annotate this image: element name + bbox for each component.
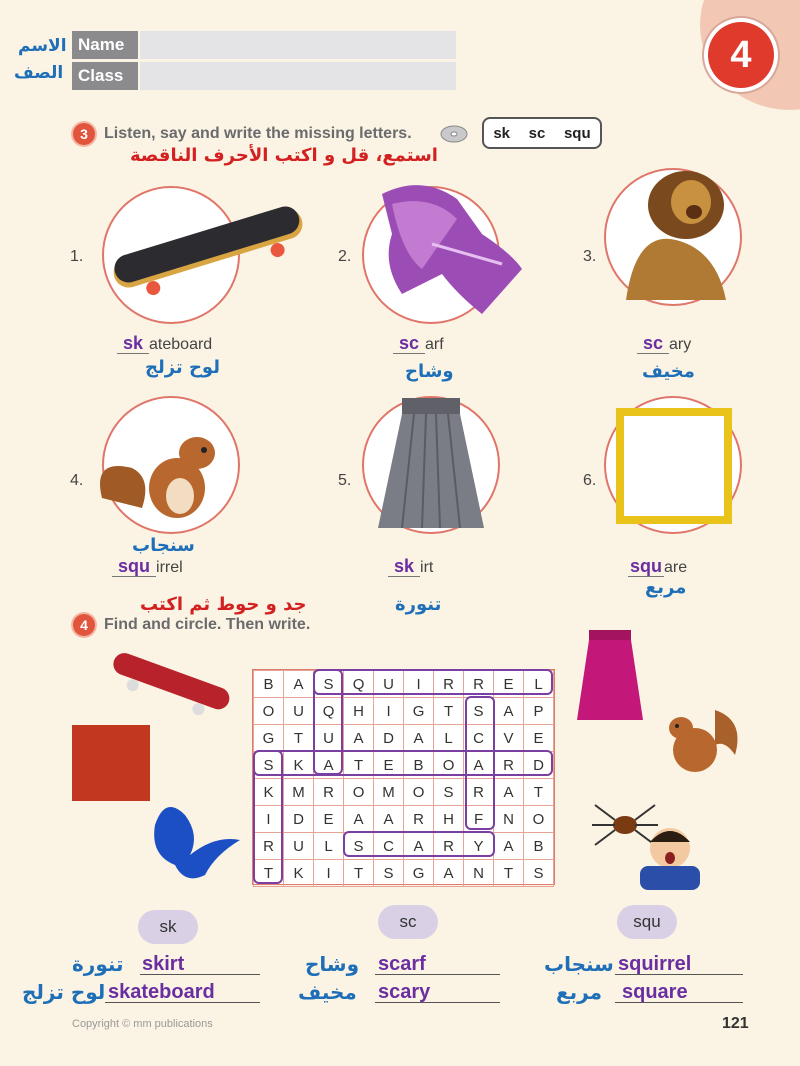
item-5-picture bbox=[362, 396, 500, 534]
item-2-ar: وشاح bbox=[405, 361, 454, 382]
skateboard-ar: لوح تزلج bbox=[22, 980, 106, 1004]
grid-cell[interactable]: E bbox=[314, 806, 344, 833]
grid-row bbox=[254, 725, 554, 752]
skateboard-icon bbox=[104, 178, 314, 318]
scary-line[interactable] bbox=[375, 1002, 500, 1003]
grid-cell[interactable]: Q bbox=[344, 671, 374, 698]
item-2-answer: sc bbox=[393, 333, 425, 354]
grid-cell[interactable]: S bbox=[464, 698, 494, 725]
item-4-rest: irrel bbox=[156, 559, 183, 576]
item-3-word bbox=[637, 333, 691, 354]
grid-cell[interactable]: V bbox=[494, 725, 524, 752]
grid-cell[interactable]: R bbox=[464, 779, 494, 806]
exercise-3-number: 3 bbox=[73, 123, 95, 145]
grid-cell[interactable]: G bbox=[404, 860, 434, 887]
group-squ-label: squ bbox=[617, 905, 677, 939]
grid-row bbox=[254, 779, 554, 806]
squirrel-line[interactable] bbox=[615, 974, 743, 975]
name-label: Name bbox=[72, 31, 138, 59]
letter-squ: squ bbox=[563, 124, 591, 142]
grid-cell[interactable]: I bbox=[254, 806, 284, 833]
cd-icon[interactable] bbox=[440, 124, 468, 144]
copyright: Copyright © mm publications bbox=[72, 1018, 213, 1030]
square-picture bbox=[72, 725, 150, 801]
grid-cell[interactable]: S bbox=[314, 671, 344, 698]
item-6-word bbox=[628, 556, 687, 577]
grid-cell[interactable]: A bbox=[494, 698, 524, 725]
grid-cell[interactable]: E bbox=[494, 671, 524, 698]
grid-cell[interactable]: I bbox=[374, 698, 404, 725]
grid-cell[interactable]: T bbox=[344, 752, 374, 779]
grid-cell[interactable]: K bbox=[284, 860, 314, 887]
skateboard-picture bbox=[105, 650, 235, 720]
grid-cell[interactable]: M bbox=[284, 779, 314, 806]
item-2-picture bbox=[362, 186, 500, 324]
grid-cell[interactable]: A bbox=[374, 806, 404, 833]
grid-cell[interactable]: A bbox=[494, 779, 524, 806]
square-answer: square bbox=[622, 981, 688, 1003]
name-field[interactable] bbox=[140, 31, 456, 59]
grid-cell[interactable]: A bbox=[464, 752, 494, 779]
grid-cell[interactable]: A bbox=[284, 671, 314, 698]
item-6-answer: squ bbox=[630, 556, 663, 576]
word-search-table bbox=[253, 670, 554, 887]
skirt-answer: skirt bbox=[142, 953, 185, 975]
square-icon bbox=[606, 398, 744, 536]
scarf-line[interactable] bbox=[375, 974, 500, 975]
item-6-number: 6. bbox=[583, 472, 597, 489]
grid-cell[interactable]: U bbox=[284, 833, 314, 860]
item-1-rest: ateboard bbox=[149, 336, 213, 353]
grid-cell[interactable]: A bbox=[494, 833, 524, 860]
grid-cell[interactable]: H bbox=[434, 806, 464, 833]
class-field[interactable] bbox=[140, 62, 456, 90]
grid-cell[interactable]: D bbox=[374, 725, 404, 752]
grid-cell[interactable]: T bbox=[523, 779, 553, 806]
skirt-picture bbox=[575, 628, 645, 723]
grid-cell[interactable]: A bbox=[434, 860, 464, 887]
grid-cell[interactable]: R bbox=[254, 833, 284, 860]
item-1-number: 1. bbox=[70, 248, 84, 265]
scary-answer: scary bbox=[378, 981, 431, 1003]
item-2-number: 2. bbox=[338, 248, 352, 265]
item-4-word bbox=[112, 556, 183, 577]
item-1-word bbox=[117, 333, 212, 354]
class-label-ar: الصف bbox=[14, 63, 64, 83]
grid-cell[interactable]: S bbox=[344, 833, 374, 860]
lion-icon bbox=[606, 160, 746, 300]
item-5-number: 5. bbox=[338, 472, 352, 489]
skateboard-line[interactable] bbox=[105, 1002, 260, 1003]
item-6-picture bbox=[604, 396, 742, 534]
grid-row bbox=[254, 698, 554, 725]
grid-cell[interactable]: L bbox=[523, 671, 553, 698]
name-label-ar: الاسم bbox=[18, 36, 67, 56]
grid-cell[interactable]: Y bbox=[464, 833, 494, 860]
item-4-picture bbox=[102, 396, 240, 534]
grid-cell[interactable]: T bbox=[434, 698, 464, 725]
grid-cell[interactable]: B bbox=[404, 752, 434, 779]
grid-cell[interactable]: T bbox=[344, 860, 374, 887]
item-3-answer: sc bbox=[637, 333, 669, 354]
grid-cell[interactable]: E bbox=[523, 725, 553, 752]
item-5-word bbox=[388, 556, 433, 577]
item-5-rest: irt bbox=[420, 559, 434, 576]
grid-cell[interactable]: L bbox=[434, 725, 464, 752]
skirt-icon bbox=[362, 396, 500, 534]
grid-cell[interactable]: C bbox=[374, 833, 404, 860]
grid-cell[interactable]: R bbox=[404, 806, 434, 833]
grid-cell[interactable]: M bbox=[374, 779, 404, 806]
grid-cell[interactable]: N bbox=[494, 806, 524, 833]
grid-cell[interactable]: F bbox=[464, 806, 494, 833]
page-number: 121 bbox=[722, 1015, 749, 1032]
item-2-word bbox=[393, 333, 444, 354]
grid-cell[interactable]: R bbox=[434, 833, 464, 860]
grid-row bbox=[254, 833, 554, 860]
scarf-ar: وشاح bbox=[305, 952, 360, 976]
squirrel-ar: سنجاب bbox=[544, 952, 614, 976]
squirrel-icon bbox=[92, 408, 242, 538]
grid-cell[interactable]: O bbox=[404, 779, 434, 806]
grid-cell[interactable]: T bbox=[494, 860, 524, 887]
item-2-rest: arf bbox=[425, 336, 444, 353]
exercise-4-instruction: Find and circle. Then write. bbox=[104, 616, 311, 633]
grid-cell[interactable]: A bbox=[404, 833, 434, 860]
squirrel-answer: squirrel bbox=[618, 953, 692, 975]
grid-cell[interactable]: B bbox=[523, 833, 553, 860]
grid-cell[interactable]: R bbox=[314, 779, 344, 806]
item-5-ar: تنورة bbox=[395, 594, 442, 615]
grid-cell[interactable]: O bbox=[344, 779, 374, 806]
letter-sk: sk bbox=[493, 124, 510, 142]
exercise-4-instruction-ar: جد و حوط ثم اكتب bbox=[140, 594, 307, 615]
square-line[interactable] bbox=[615, 1002, 743, 1003]
item-6-rest: are bbox=[664, 559, 688, 576]
word-search-grid bbox=[252, 669, 555, 885]
item-3-picture bbox=[604, 168, 742, 306]
item-3-ar: مخيف bbox=[642, 361, 695, 382]
grid-cell[interactable]: U bbox=[314, 725, 344, 752]
squirrel-picture bbox=[655, 700, 745, 780]
skirt-line[interactable] bbox=[140, 974, 260, 975]
grid-cell[interactable]: G bbox=[404, 698, 434, 725]
grid-cell[interactable]: S bbox=[254, 752, 284, 779]
scary-ar: مخيف bbox=[298, 980, 357, 1004]
exercise-4-number: 4 bbox=[73, 614, 95, 636]
grid-cell[interactable]: O bbox=[434, 752, 464, 779]
scarf-answer: scarf bbox=[378, 953, 426, 975]
item-4-number: 4. bbox=[70, 472, 84, 489]
grid-cell[interactable]: K bbox=[254, 779, 284, 806]
grid-cell[interactable]: C bbox=[464, 725, 494, 752]
grid-cell[interactable]: T bbox=[254, 860, 284, 887]
grid-cell[interactable]: D bbox=[284, 806, 314, 833]
class-label: Class bbox=[72, 62, 138, 90]
grid-cell[interactable]: R bbox=[494, 752, 524, 779]
grid-cell[interactable]: E bbox=[374, 752, 404, 779]
grid-cell[interactable]: U bbox=[374, 671, 404, 698]
grid-row bbox=[254, 671, 554, 698]
square-ar: مربع bbox=[556, 980, 602, 1004]
grid-cell[interactable]: D bbox=[523, 752, 553, 779]
grid-cell[interactable]: B bbox=[254, 671, 284, 698]
item-4-answer: squ bbox=[112, 556, 156, 577]
grid-cell[interactable]: O bbox=[523, 806, 553, 833]
item-1-ar: لوح تزلج bbox=[145, 357, 220, 378]
exercise-3-instruction: Listen, say and write the missing letters. bbox=[104, 125, 412, 142]
letter-sc: sc bbox=[528, 124, 546, 142]
unit-badge: 4 bbox=[708, 22, 774, 88]
grid-cell[interactable]: N bbox=[464, 860, 494, 887]
item-5-answer: sk bbox=[388, 556, 420, 577]
grid-row bbox=[254, 860, 554, 887]
exercise-3-instruction-ar: استمع، قل و اكتب الأحرف الناقصة bbox=[130, 145, 438, 166]
grid-cell[interactable]: U bbox=[284, 698, 314, 725]
grid-cell[interactable]: S bbox=[434, 779, 464, 806]
grid-cell[interactable]: G bbox=[254, 725, 284, 752]
item-4-ar: سنجاب bbox=[132, 535, 195, 556]
letter-box bbox=[482, 117, 602, 149]
item-1-answer: sk bbox=[117, 333, 149, 354]
grid-row bbox=[254, 752, 554, 779]
grid-cell[interactable]: H bbox=[344, 698, 374, 725]
grid-cell[interactable]: I bbox=[314, 860, 344, 887]
scarf-icon bbox=[362, 174, 532, 324]
grid-cell[interactable]: A bbox=[344, 806, 374, 833]
grid-cell[interactable]: S bbox=[523, 860, 553, 887]
grid-cell[interactable]: A bbox=[404, 725, 434, 752]
group-sc-label: sc bbox=[378, 905, 438, 939]
grid-cell[interactable]: L bbox=[314, 833, 344, 860]
item-3-number: 3. bbox=[583, 248, 597, 265]
grid-cell[interactable]: K bbox=[284, 752, 314, 779]
scared-boy-picture bbox=[632, 820, 702, 890]
grid-cell[interactable]: R bbox=[464, 671, 494, 698]
grid-cell[interactable]: O bbox=[254, 698, 284, 725]
item-3-rest: ary bbox=[669, 336, 692, 353]
grid-cell[interactable]: S bbox=[374, 860, 404, 887]
grid-cell[interactable]: P bbox=[523, 698, 553, 725]
grid-cell[interactable]: A bbox=[314, 752, 344, 779]
grid-cell[interactable]: I bbox=[404, 671, 434, 698]
grid-row bbox=[254, 806, 554, 833]
skateboard-answer: skateboard bbox=[108, 981, 215, 1003]
skirt-ar: تنورة bbox=[72, 952, 124, 976]
group-sk-label: sk bbox=[138, 910, 198, 944]
grid-cell[interactable]: Q bbox=[314, 698, 344, 725]
item-6-ar: مربع bbox=[645, 577, 687, 598]
grid-cell[interactable]: A bbox=[344, 725, 374, 752]
scarf-picture bbox=[145, 795, 245, 885]
grid-cell[interactable]: T bbox=[284, 725, 314, 752]
grid-cell[interactable]: R bbox=[434, 671, 464, 698]
item-1-picture bbox=[102, 186, 240, 324]
